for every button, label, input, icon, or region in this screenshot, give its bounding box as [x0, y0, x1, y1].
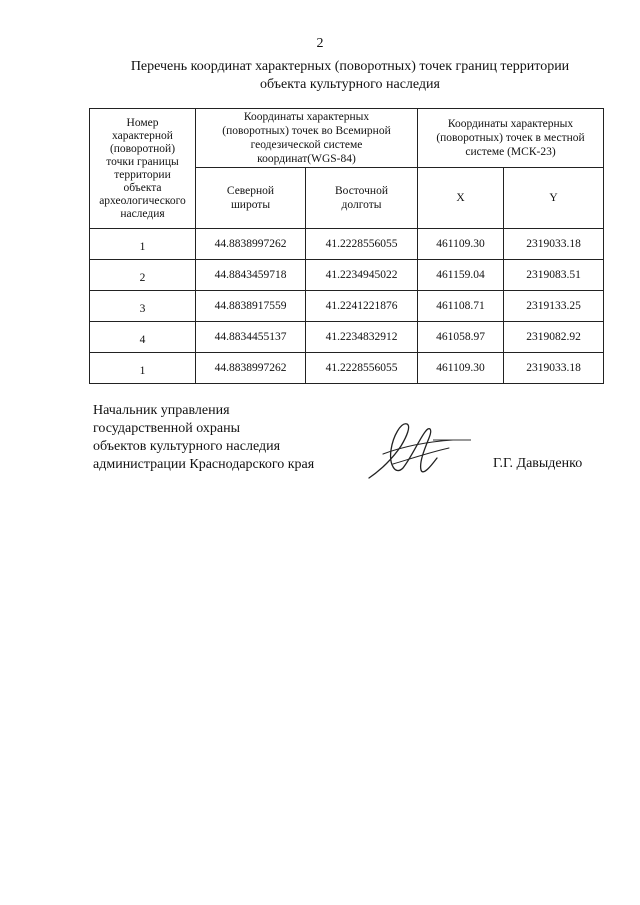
cell-east: 41.2241221876 — [306, 291, 418, 322]
cell-point: 3 — [90, 291, 196, 322]
coordinates-table — [89, 108, 604, 384]
header-north-line: Северной — [226, 185, 275, 197]
header-east-line: Восточной — [335, 185, 388, 197]
cell-y: 2319083.51 — [504, 260, 604, 291]
header-wgs-line: координат(WGS-84) — [257, 153, 356, 165]
header-east-longitude — [306, 168, 418, 229]
header-point-number — [90, 109, 196, 229]
header-east-line: долготы — [341, 199, 382, 211]
table-row — [90, 229, 604, 260]
cell-east: 41.2228556055 — [306, 229, 418, 260]
table-row — [90, 291, 604, 322]
header-wgs-line: (поворотных) точек во Всемирной — [222, 125, 391, 137]
cell-x: 461108.71 — [418, 291, 504, 322]
signatory-position — [93, 402, 314, 474]
cell-north: 44.8838997262 — [196, 229, 306, 260]
position-line: государственной охраны — [93, 421, 241, 436]
header-wgs-line: геодезической системе — [250, 139, 363, 151]
position-line: объектов культурного наследия — [93, 439, 281, 454]
cell-point: 1 — [90, 229, 196, 260]
header-msk23 — [418, 109, 604, 168]
header-wgs84 — [196, 109, 418, 168]
cell-point: 1 — [90, 353, 196, 384]
header-x: X — [418, 168, 504, 229]
cell-x: 461109.30 — [418, 353, 504, 384]
cell-y: 2319033.18 — [504, 229, 604, 260]
header-point-line: характерной — [112, 129, 173, 142]
cell-north: 44.8838997262 — [196, 353, 306, 384]
cell-x: 461159.04 — [418, 260, 504, 291]
cell-east: 41.2234945022 — [306, 260, 418, 291]
header-y: Y — [504, 168, 604, 229]
header-msk-line: Координаты характерных — [447, 118, 574, 130]
header-wgs-line: Координаты характерных — [243, 111, 370, 123]
title-line-2: объекта культурного наследия — [260, 77, 440, 92]
cell-y: 2319033.18 — [504, 353, 604, 384]
header-point-line: археологического — [99, 194, 186, 207]
header-msk-line: (поворотных) точек в местной — [436, 132, 585, 144]
cell-x: 461058.97 — [418, 322, 504, 353]
cell-north: 44.8843459718 — [196, 260, 306, 291]
header-point-line: наследия — [120, 207, 165, 220]
cell-x: 461109.30 — [418, 229, 504, 260]
header-point-line: точки границы — [106, 155, 179, 168]
cell-east: 41.2234832912 — [306, 322, 418, 353]
cell-north: 44.8834455137 — [196, 322, 306, 353]
handwritten-signature — [363, 418, 473, 488]
cell-point: 2 — [90, 260, 196, 291]
header-point-line: (поворотной) — [109, 142, 176, 155]
signer-name: Г.Г. Давыденко — [493, 456, 583, 471]
cell-y: 2319082.92 — [504, 322, 604, 353]
document-title — [90, 58, 610, 94]
header-msk-line: системе (МСК-23) — [465, 146, 556, 158]
table-row — [90, 353, 604, 384]
cell-north: 44.8838917559 — [196, 291, 306, 322]
header-north-latitude — [196, 168, 306, 229]
header-point-line: территории — [114, 168, 171, 181]
position-line: Начальник управления — [93, 403, 230, 418]
cell-east: 41.2228556055 — [306, 353, 418, 384]
page-number: 2 — [316, 36, 324, 51]
cell-y: 2319133.25 — [504, 291, 604, 322]
cell-point: 4 — [90, 322, 196, 353]
header-point-line: объекта — [123, 181, 162, 194]
header-north-line: широты — [230, 199, 271, 211]
title-line-1: Перечень координат характерных (поворотных) точек границ территории — [130, 59, 570, 74]
header-point-line: Номер — [126, 116, 159, 129]
table-row — [90, 322, 604, 353]
table-row — [90, 260, 604, 291]
position-line: администрации Краснодарского края — [93, 457, 315, 472]
